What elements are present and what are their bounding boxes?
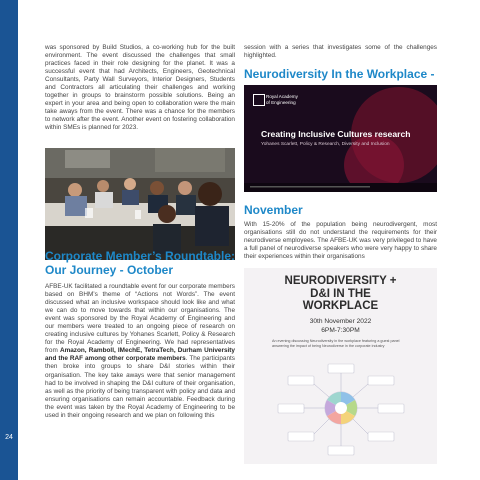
intro-paragraph: was sponsored by Build Studios, a co-working hub for the built environment. The event discussed the challenges that small practices faced in their role designing for the planet. It was a successful event that had Architects, Engineers, Geotechnical Consultants, Party Wall Surveyors, Interior Designers, Students and Contractors all articulating their challenges and working together in groups to brainstorm possible solutions. Being an expert in your area and being open to collaboration were the main take aways from the event. There was a chance for the members to network after the event. Another event on fostering collaboration within SMEs is planned for 2023. — [45, 44, 235, 132]
flyer-title-line3: WORKPLACE — [302, 300, 379, 312]
flyer-description: An evening discussing Neurodiversity in the workplace featuring a guest panel answering the impact of being Neurodiverse in the corporate industry — [272, 339, 400, 348]
event-flyer — [244, 268, 437, 464]
roundtable-photo — [45, 148, 235, 260]
roundtable-heading: Corporate Member’s Roundtable: Our Journey - October — [45, 249, 236, 277]
page-number: 24 — [5, 434, 13, 441]
neurodiversity-wheel — [244, 356, 437, 464]
flyer-title — [244, 275, 437, 313]
academy-logo-line2: of Engineering — [266, 99, 296, 105]
video-title: Creating Inclusive Cultures research — [261, 129, 411, 139]
flyer-title-line1: NEURODIVERSITY + — [284, 275, 397, 287]
academy-logo-text — [266, 94, 298, 105]
roundtable-paragraph — [45, 283, 235, 420]
video-subtitle: Yohanes Scarlett, Policy & Research, Diversity and Inclusion — [261, 142, 390, 147]
roundtable-text-1: AFBE-UK facilitated a roundtable event for our corporate members based on BHM’s theme of “Actions not Words”. The event discussed what an inclusive workspace should look like and what we can do to move towards that within our organisations. The event was sponsored by the Royal Academy of Engineering and our members were treated to an ongoing piece of research on creating inclusive cultures by Yohanes Scarlett, Policy & Research for the Royal Academy of Engineering. We had representatives from — [45, 283, 235, 355]
page-sidebar-bar — [0, 0, 18, 480]
academy-logo-line1: Royal Academy — [266, 94, 298, 99]
academy-logo-icon — [253, 94, 265, 106]
roundtable-members-bold: Amazon, Ramboll, IMechE, TetraTech, Durham University and the RAF among other corporate members — [45, 347, 235, 363]
continuation-paragraph: session with a series that investigates some of the challenges highlighted. — [244, 44, 437, 60]
flyer-time: 6PM-7:30PM — [321, 327, 360, 334]
video-thumbnail[interactable] — [244, 85, 437, 192]
roundtable-text-2: . The participants then broke into groups to share D&I stories within their organisation. The key take aways were that senior management had to be involved in shaping the D&I culture of their organisation, as well as the priority of being transparent with policy and data and ensuring organisations can remain accountable. Feedback during the event was taken by the Royal Academy of Engineering to be used in their ongoing research and we plan on following this — [45, 355, 235, 419]
flyer-date: 30th November 2022 — [309, 318, 372, 325]
flyer-title-line2: D&I IN THE — [310, 287, 371, 300]
workplace-heading: Neurodiversity In the Workplace - — [244, 67, 435, 81]
november-paragraph: With 15-20% of the population being neurodivergent, most organisations still do not understand the requirements for their neurodiverse employees. The AFBE-UK was very privileged to have a full panel of neurodiverse speakers who were very happy to share their experiences within their organisations — [244, 221, 437, 261]
november-heading: November — [244, 203, 303, 217]
